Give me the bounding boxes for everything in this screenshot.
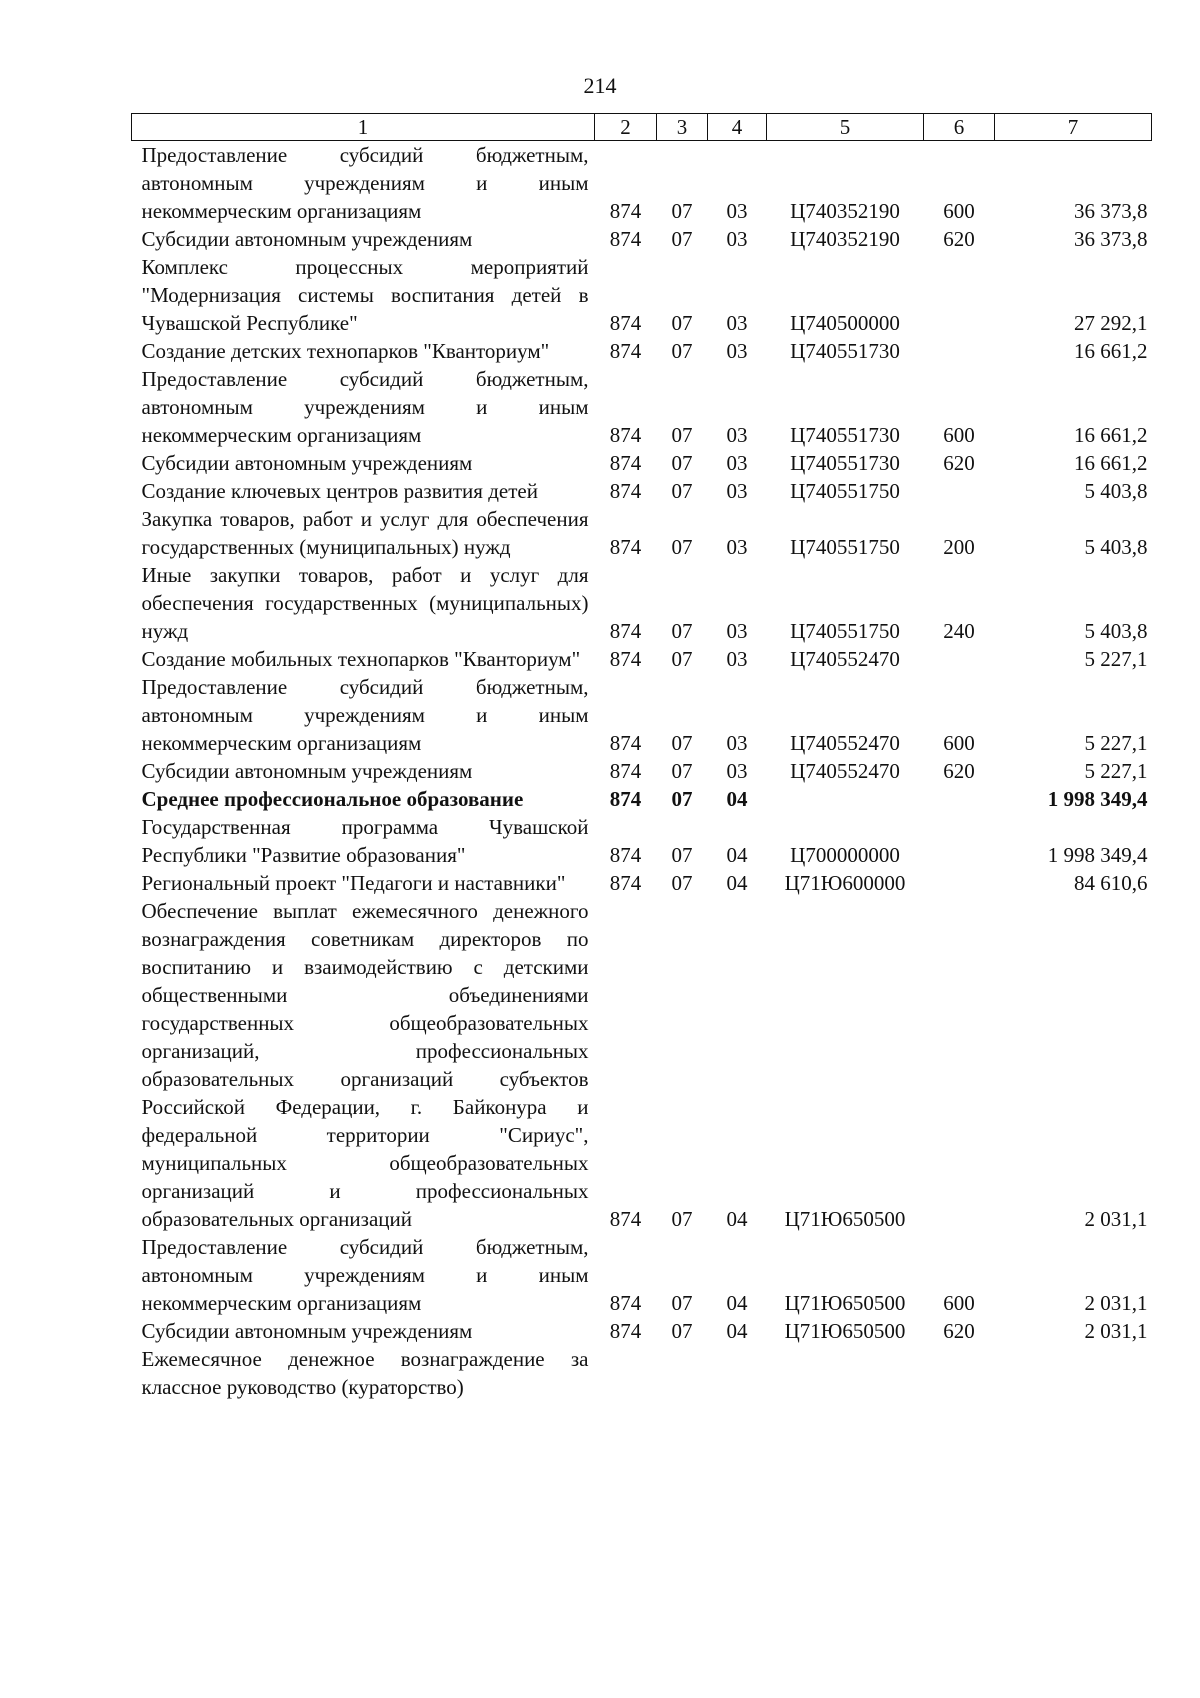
row-grbs-code: 874 [609, 339, 642, 363]
row-expense-type: 620 [943, 759, 975, 783]
row-target-article: Ц740551750 [790, 535, 900, 559]
row-expense-type [924, 785, 995, 813]
row-expense-type [924, 253, 995, 337]
row-subsection-code: 03 [726, 619, 748, 643]
table-header [132, 114, 1152, 141]
row-target-article: Ц740551730 [790, 423, 900, 447]
row-amount: 1 998 349,4 [1047, 787, 1148, 811]
row-amount: 84 610,6 [1074, 871, 1148, 895]
row-expense-type: 620 [943, 1319, 975, 1343]
row-target-article: Ц740551750 [790, 479, 900, 503]
table-row [132, 1233, 1152, 1317]
row-name: Предоставление субсидий бюджетным, автономным учреждениям и иным некоммерческим организациям [141, 675, 589, 755]
row-expense-type: 240 [943, 619, 975, 643]
table-row [132, 813, 1152, 869]
row-section-code: 07 [671, 1319, 693, 1343]
table-row [132, 253, 1152, 337]
row-expense-type: 600 [943, 1291, 975, 1315]
row-section-code: 07 [671, 619, 693, 643]
row-grbs-code: 874 [609, 871, 642, 895]
row-grbs-code: 874 [609, 731, 642, 755]
row-target-article: Ц740352190 [790, 199, 900, 223]
row-amount: 5 227,1 [1084, 647, 1148, 671]
table-row [132, 757, 1152, 785]
row-subsection-code: 03 [726, 311, 748, 335]
row-subsection-code: 04 [726, 843, 748, 867]
row-name: Субсидии автономным учреждениям [141, 451, 473, 475]
budget-table [131, 113, 1152, 1401]
row-name: Среднее профессиональное образование [141, 787, 524, 811]
row-name: Предоставление субсидий бюджетным, автономным учреждениям и иным некоммерческим организациям [141, 1235, 589, 1315]
row-section-code: 07 [671, 423, 693, 447]
row-expense-type [924, 897, 995, 1233]
table-row [132, 449, 1152, 477]
row-grbs-code: 874 [609, 423, 642, 447]
row-expense-type: 600 [943, 199, 975, 223]
row-subsection-code: 04 [726, 1207, 748, 1231]
row-subsection-code: 03 [726, 199, 748, 223]
row-expense-type [924, 869, 995, 897]
header-col-5: 5 [767, 114, 924, 141]
row-section-code: 07 [671, 311, 693, 335]
row-subsection-code: 04 [726, 871, 748, 895]
row-amount: 36 373,8 [1074, 227, 1148, 251]
header-row [132, 114, 1152, 141]
row-target-article: Ц71Ю650500 [784, 1319, 906, 1343]
row-amount: 5 227,1 [1084, 759, 1148, 783]
table-row [132, 1345, 1152, 1401]
row-target-article: Ц740551730 [790, 451, 900, 475]
row-name: Комплекс процессных мероприятий "Модернизация системы воспитания детей в Чувашской Республике" [141, 255, 589, 335]
row-section-code [657, 1345, 708, 1401]
row-amount: 16 661,2 [1074, 423, 1148, 447]
row-section-code: 07 [671, 647, 693, 671]
row-target-article: Ц740552470 [790, 759, 900, 783]
table-row [132, 897, 1152, 1233]
row-grbs-code: 874 [609, 1291, 642, 1315]
row-name: Ежемесячное денежное вознаграждение за классное руководство (кураторство) [141, 1347, 589, 1399]
table-row [132, 365, 1152, 449]
row-section-code: 07 [671, 535, 693, 559]
row-amount: 5 403,8 [1084, 535, 1148, 559]
row-subsection-code: 03 [726, 731, 748, 755]
row-amount: 1 998 349,4 [1047, 843, 1148, 867]
row-amount: 2 031,1 [1084, 1291, 1148, 1315]
row-subsection-code: 04 [726, 787, 748, 811]
row-target-article: Ц700000000 [790, 843, 900, 867]
row-subsection-code: 03 [726, 759, 748, 783]
row-name: Иные закупки товаров, работ и услуг для обеспечения государственных (муниципальных) нужд [141, 563, 589, 643]
row-target-article: Ц71Ю600000 [784, 871, 906, 895]
row-grbs-code: 874 [609, 311, 642, 335]
row-subsection-code: 04 [726, 1291, 748, 1315]
row-name: Закупка товаров, работ и услуг для обеспечения государственных (муниципальных) нужд [141, 507, 589, 559]
row-grbs-code: 874 [609, 479, 642, 503]
row-target-article: Ц71Ю650500 [784, 1207, 906, 1231]
row-grbs-code: 874 [609, 759, 642, 783]
row-grbs-code: 874 [609, 451, 642, 475]
row-target-article: Ц740552470 [790, 647, 900, 671]
row-subsection-code: 03 [726, 479, 748, 503]
row-grbs-code: 874 [609, 535, 642, 559]
row-section-code: 07 [671, 1207, 693, 1231]
row-target-article: Ц740552470 [790, 731, 900, 755]
row-amount: 5 227,1 [1084, 731, 1148, 755]
row-expense-type: 200 [943, 535, 975, 559]
row-name: Государственная программа Чувашской Республики "Развитие образования" [141, 815, 589, 867]
row-amount: 5 403,8 [1084, 479, 1148, 503]
row-subsection-code: 03 [726, 535, 748, 559]
row-grbs-code: 874 [609, 227, 642, 251]
row-amount: 5 403,8 [1084, 619, 1148, 643]
row-section-code: 07 [671, 227, 693, 251]
row-amount: 2 031,1 [1084, 1207, 1148, 1231]
row-target-article: Ц740352190 [790, 227, 900, 251]
row-expense-type [924, 645, 995, 673]
row-amount: 2 031,1 [1084, 1319, 1148, 1343]
row-name: Региональный проект "Педагоги и наставники" [141, 871, 566, 895]
row-amount: 27 292,1 [1074, 311, 1148, 335]
row-grbs-code: 874 [609, 199, 642, 223]
row-target-article: Ц740500000 [790, 311, 900, 335]
table-row [132, 645, 1152, 673]
row-target-article: Ц740551750 [790, 619, 900, 643]
header-col-3: 3 [657, 114, 708, 141]
row-section-code: 07 [671, 731, 693, 755]
page-number: 214 [583, 73, 617, 98]
table-row [132, 561, 1152, 645]
row-grbs-code: 874 [609, 787, 642, 811]
row-grbs-code: 874 [609, 1319, 642, 1343]
row-amount: 16 661,2 [1074, 339, 1148, 363]
table-body [132, 141, 1152, 1402]
row-name: Обеспечение выплат ежемесячного денежного вознаграждения советникам директоров по воспитанию и взаимодействию с детскими общественными объединениями государственных общеобразовательных организаций, профессиональных образовательных организаций субъектов Российской Федерации, г. Байконура и федеральной территории "Сириус", муниципальных общеобразовательных организаций и профессиональных образовательных организаций [141, 899, 589, 1231]
table-row [132, 337, 1152, 365]
table-row [132, 477, 1152, 505]
table-row [132, 225, 1152, 253]
row-target-article: Ц740551730 [790, 339, 900, 363]
header-col-2: 2 [595, 114, 657, 141]
row-subsection-code: 03 [726, 423, 748, 447]
table-row [132, 785, 1152, 813]
row-amount: 36 373,8 [1074, 199, 1148, 223]
row-target-article: Ц71Ю650500 [784, 1291, 906, 1315]
row-section-code: 07 [671, 759, 693, 783]
row-name: Субсидии автономным учреждениям [141, 227, 473, 251]
row-section-code: 07 [671, 1291, 693, 1315]
row-grbs-code [595, 1345, 657, 1401]
row-subsection-code [708, 1345, 767, 1401]
row-section-code: 07 [671, 479, 693, 503]
row-expense-type [924, 1345, 995, 1401]
row-expense-type [924, 477, 995, 505]
row-subsection-code: 04 [726, 1319, 748, 1343]
row-name: Субсидии автономным учреждениям [141, 1319, 473, 1343]
row-expense-type: 600 [943, 731, 975, 755]
table-row [132, 141, 1152, 226]
row-grbs-code: 874 [609, 843, 642, 867]
row-subsection-code: 03 [726, 227, 748, 251]
row-name: Предоставление субсидий бюджетным, автономным учреждениям и иным некоммерческим организациям [141, 143, 589, 223]
row-section-code: 07 [671, 451, 693, 475]
row-name: Создание ключевых центров развития детей [141, 479, 538, 503]
row-amount: 16 661,2 [1074, 451, 1148, 475]
table-row [132, 1317, 1152, 1345]
row-section-code: 07 [671, 871, 693, 895]
row-section-code: 07 [671, 199, 693, 223]
row-subsection-code: 03 [726, 339, 748, 363]
row-grbs-code: 874 [609, 619, 642, 643]
row-grbs-code: 874 [609, 647, 642, 671]
row-expense-type [924, 337, 995, 365]
row-name: Субсидии автономным учреждениям [141, 759, 473, 783]
header-col-7: 7 [995, 114, 1152, 141]
row-name: Создание мобильных технопарков "Кванториум" [141, 647, 581, 671]
row-amount [995, 1345, 1152, 1401]
row-section-code: 07 [671, 339, 693, 363]
row-expense-type: 620 [943, 451, 975, 475]
row-section-code: 07 [671, 843, 693, 867]
table-row [132, 869, 1152, 897]
row-subsection-code: 03 [726, 451, 748, 475]
row-target-article [767, 785, 924, 813]
header-col-4: 4 [708, 114, 767, 141]
row-grbs-code: 874 [609, 1207, 642, 1231]
row-target-article [767, 1345, 924, 1401]
row-name: Создание детских технопарков "Кванториум" [141, 339, 550, 363]
table-row [132, 673, 1152, 757]
header-col-1: 1 [132, 114, 595, 141]
row-expense-type: 600 [943, 423, 975, 447]
table-row [132, 505, 1152, 561]
row-expense-type: 620 [943, 227, 975, 251]
row-section-code: 07 [671, 787, 693, 811]
header-col-6: 6 [924, 114, 995, 141]
row-subsection-code: 03 [726, 647, 748, 671]
row-expense-type [924, 813, 995, 869]
row-name: Предоставление субсидий бюджетным, автономным учреждениям и иным некоммерческим организациям [141, 367, 589, 447]
